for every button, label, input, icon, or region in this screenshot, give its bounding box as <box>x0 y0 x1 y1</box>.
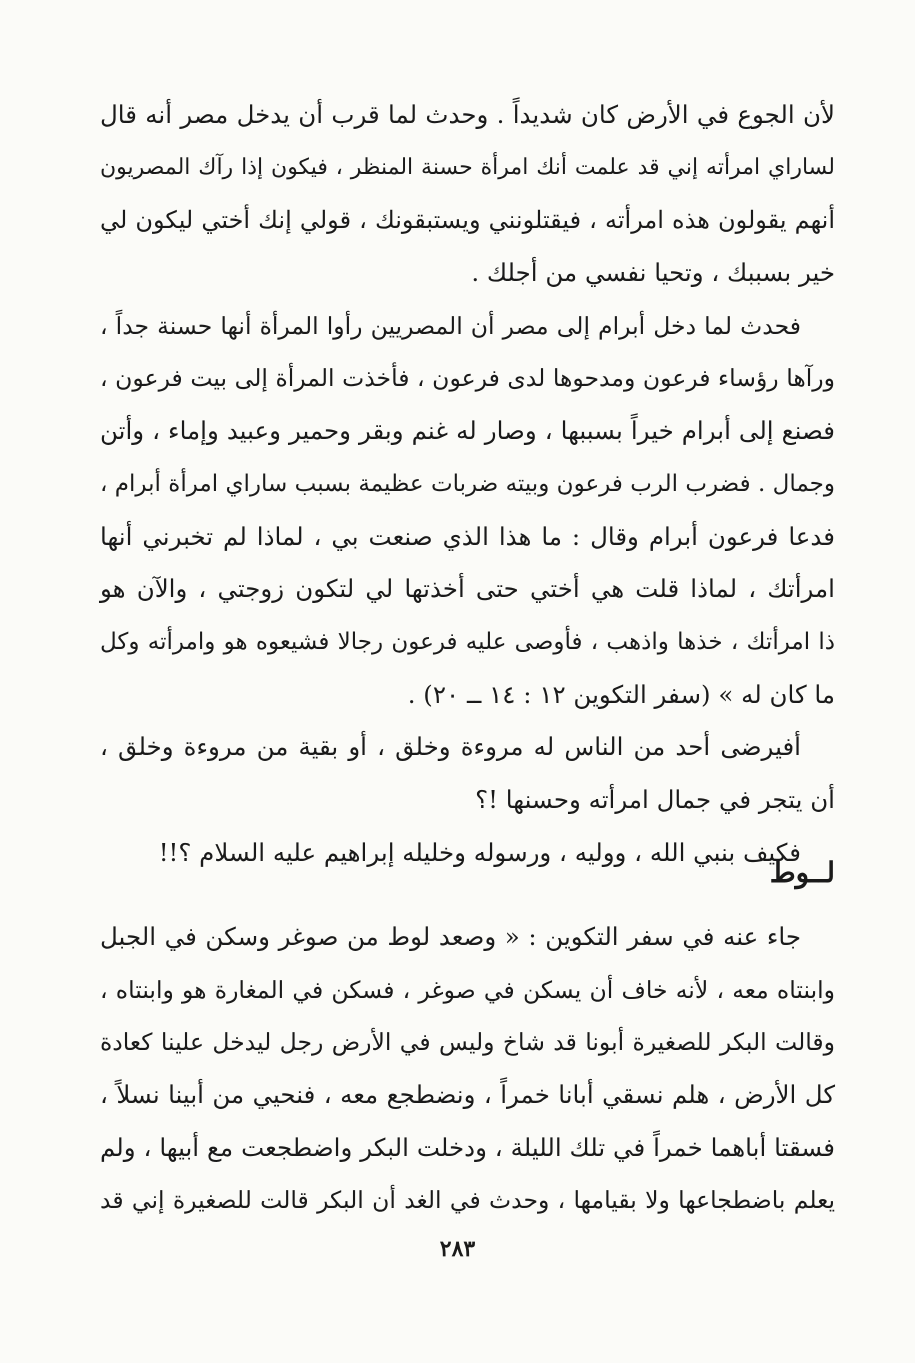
text-line: ذا امرأتك ، خذها واذهب ، فأوصى عليه فرعون رجالا فشيعوه هو وامرأته وكل <box>100 628 835 655</box>
text-line: أنهم يقولون هذه امرأته ، فيقتلونني ويستبقونك ، قولي إنك أختي ليكون لي <box>100 206 835 235</box>
page-number: ٢٨٣ <box>439 1236 476 1262</box>
text-line: ما كان له » (سفر التكوين ١٢ : ١٤ ــ ٢٠) . <box>407 679 835 709</box>
text-line: ورآها رؤساء فرعون ومدحوها لدى فرعون ، فأخذت المرأة إلى بيت فرعون ، <box>100 364 835 393</box>
text-line: وقالت البكر للصغيرة أبونا قد شاخ وليس في الأرض رجل ليدخل علينا كعادة <box>100 1028 835 1057</box>
text-line: فسقتا أباهما خمراً في تلك الليلة ، ودخلت البكر واضطجعت مع أبيها ، ولم <box>100 1132 835 1162</box>
text-line: فكيف بنبي الله ، ووليه ، ورسوله وخليله إبراهيم عليه السلام ؟!! <box>158 837 801 867</box>
text-line: فحدث لما دخل أبرام إلى مصر أن المصريين رأوا المرأة أنها حسنة جداً ، <box>100 311 801 340</box>
text-line: لساراي امرأته إني قد علمت أنك امرأة حسنة المنظر ، فيكون إذا رآك المصريون <box>100 154 835 180</box>
text-line: فصنع إلى أبرام خيراً بسببها ، وصار له غنم وبقر وحمير وعبيد وإماء ، وأتن <box>100 416 835 446</box>
body-text-top <box>100 89 835 879</box>
text-line: خير بسببك ، وتحيا نفسي من أجلك . <box>471 258 835 288</box>
body-text-bottom <box>100 911 835 1227</box>
section-heading: لــوط <box>769 856 835 889</box>
text-line: وابنتاه معه ، لأنه خاف أن يسكن في صوغر ، فسكن في المغارة هو وابنتاه ، <box>100 975 835 1004</box>
text-line: امرأتك ، لماذا قلت هي أختي حتى أخذتها لي لتكون زوجتي ، والآن هو <box>100 574 835 604</box>
text-line: فدعا فرعون أبرام وقال : ما هذا الذي صنعت بي ، لماذا لم تخبرني أنها <box>100 521 835 551</box>
text-line: لأن الجوع في الأرض كان شديداً . وحدث لما قرب أن يدخل مصر أنه قال <box>100 100 835 129</box>
text-line: وجمال . فضرب الرب فرعون وبيته ضربات عظيمة بسبب ساراي امرأة أبرام ، <box>100 470 835 497</box>
text-line: جاء عنه في سفر التكوين : « وصعد لوط من صوغر وسكن في الجبل <box>100 922 801 951</box>
text-line: أفيرضى أحد من الناس له مروءة وخلق ، أو بقية من مروءة وخلق ، <box>100 732 801 762</box>
text-line: يعلم باضطجاعها ولا بقيامها ، وحدث في الغد أن البكر قالت للصغيرة إني قد <box>100 1186 835 1215</box>
text-line: كل الأرض ، هلم نسقي أبانا خمراً ، ونضطجع معه ، فنحيي من أبينا نسلاً ، <box>100 1080 835 1110</box>
text-line: أن يتجر في جمال امرأته وحسنها !؟ <box>475 784 835 814</box>
